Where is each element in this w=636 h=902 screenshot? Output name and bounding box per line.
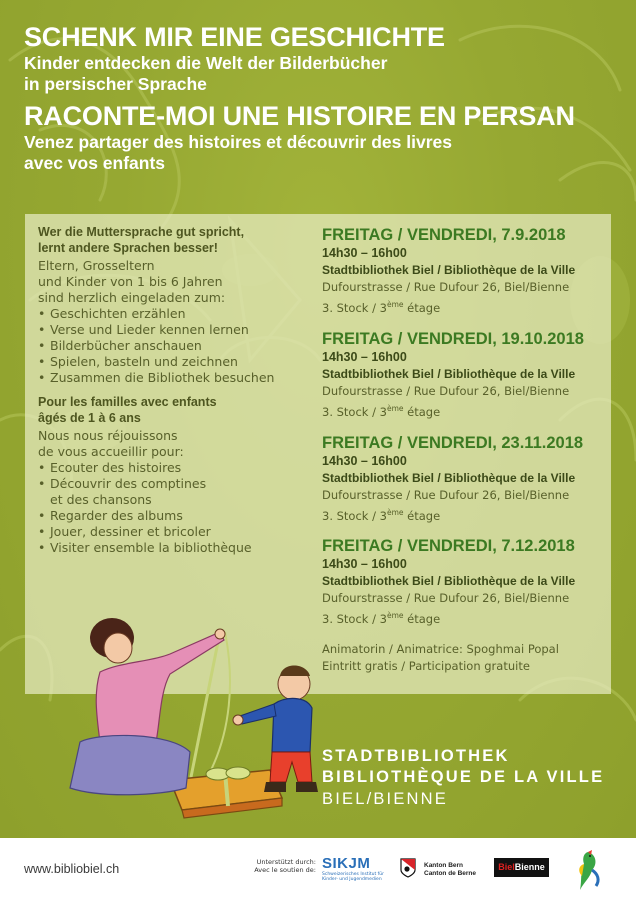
event-block [322, 226, 602, 317]
event-time: 14h30 – 16h00 [322, 453, 407, 468]
parrot-logo-icon [576, 850, 602, 892]
entry-note: Eintritt gratis / Participation gratuite [322, 659, 530, 674]
event-block [322, 330, 602, 421]
french-intro-line-1: Nous nous réjouissons [38, 428, 178, 443]
poster-header [24, 22, 620, 174]
sikjm-logo: SIKJM Schweizerisches Institut für Kinder- und Jugendmedien [322, 855, 384, 882]
event-block [322, 434, 602, 525]
list-item: • Découvrir des comptines et des chansons [38, 476, 303, 508]
list-item: • Regarder des albums [38, 508, 303, 524]
list-item: • Jouer, dessiner et bricoler [38, 524, 303, 540]
german-activity-list [38, 306, 303, 386]
german-lead-line-2: lernt andere Sprachen besser! [38, 241, 218, 255]
description-column [38, 224, 303, 556]
french-lead-line-2: âgés de 1 à 6 ans [38, 411, 141, 425]
subtitle-french-line-1: Venez partager des histoires et découvrir des livres [24, 132, 452, 152]
event-library: Stadtbibliothek Biel / Bibliothèque de la Ville [322, 574, 576, 589]
library-name-block [322, 746, 604, 810]
event-library: Stadtbibliothek Biel / Bibliothèque de la Ville [322, 366, 576, 381]
title-german: SCHENK MIR EINE GESCHICHTE [24, 22, 445, 52]
event-address: Dufourstrasse / Rue Dufour 26, Biel/Bienne [322, 383, 570, 398]
event-address: Dufourstrasse / Rue Dufour 26, Biel/Bienne [322, 487, 570, 502]
event-floor: 3. Stock / 3ème étage [322, 300, 441, 315]
support-label: Unterstützt durch: Avec le soutien de: [254, 858, 316, 874]
event-floor: 3. Stock / 3ème étage [322, 507, 441, 523]
event-address: Dufourstrasse / Rue Dufour 26, Biel/Bienne [322, 280, 570, 294]
events-column [322, 226, 602, 675]
library-city: BIEL/BIENNE [322, 790, 448, 808]
event-time: 14h30 – 16h00 [322, 557, 407, 572]
event-library: Stadtbibliothek Biel / Bibliothèque de la Ville [322, 470, 576, 485]
library-name-fr: BIBLIOTHÈQUE DE LA VILLE [322, 768, 605, 786]
kanton-bern-logo: Kanton Bern Canton de Berne [400, 858, 416, 882]
french-activity-list [38, 460, 303, 556]
list-item: • Spielen, basteln und zeichnen [38, 354, 303, 370]
event-time: 14h30 – 16h00 [322, 349, 407, 364]
bern-coat-of-arms-icon [400, 858, 416, 878]
library-name-de: STADTBIBLIOTHEK [322, 747, 510, 765]
event-date: FREITAG / VENDREDI, 7.9.2018 [322, 226, 566, 244]
list-item: • Verse und Lieder kennen lernen [38, 322, 303, 338]
event-library: Stadtbibliothek Biel / Bibliothèque de la Ville [322, 263, 576, 277]
german-lead-line-1: Wer die Muttersprache gut spricht, [38, 225, 245, 239]
german-intro-line-2: und Kinder von 1 bis 6 Jahren [38, 274, 223, 289]
title-french: RACONTE-MOI UNE HISTOIRE EN PERSAN [24, 101, 575, 131]
event-date: FREITAG / VENDREDI, 7.12.2018 [322, 537, 575, 556]
subtitle-french-line-2: avec vos enfants [24, 153, 166, 173]
event-address: Dufourstrasse / Rue Dufour 26, Biel/Bienne [322, 591, 570, 606]
german-intro-line-1: Eltern, Grosseltern [38, 258, 155, 273]
event-block [322, 537, 602, 628]
french-intro-line-2: de vous accueillir pour: [38, 444, 184, 459]
german-intro-line-3: sind herzlich eingeladen zum: [38, 290, 226, 305]
event-date: FREITAG / VENDREDI, 23.11.2018 [322, 433, 584, 452]
biel-bienne-logo: BielBienne [494, 858, 549, 877]
animator-credit: Animatorin / Animatrice: Spoghmai Popal [322, 642, 559, 657]
mother-child-illustration [60, 592, 330, 828]
event-date: FREITAG / VENDREDI, 19.10.2018 [322, 329, 584, 348]
list-item: • Bilderbücher anschauen [38, 338, 303, 354]
sponsor-footer [0, 838, 636, 902]
event-credits [322, 641, 602, 675]
list-item: • Ecouter des histoires [38, 460, 303, 476]
subtitle-german-line-1: Kinder entdecken die Welt der Bilderbücher [24, 53, 388, 73]
list-item: • Geschichten erzählen [38, 306, 303, 322]
subtitle-german-line-2: in persischer Sprache [24, 74, 207, 94]
event-time: 14h30 – 16h00 [322, 246, 407, 260]
event-floor: 3. Stock / 3ème étage [322, 611, 441, 627]
website-link[interactable]: www.bibliobiel.ch [24, 862, 120, 876]
list-item: • Visiter ensemble la bibliothèque [38, 540, 303, 556]
event-floor: 3. Stock / 3ème étage [322, 403, 441, 419]
french-lead-line-1: Pour les familles avec enfants [38, 395, 217, 409]
list-item: • Zusammen die Bibliothek besuchen [38, 370, 303, 386]
